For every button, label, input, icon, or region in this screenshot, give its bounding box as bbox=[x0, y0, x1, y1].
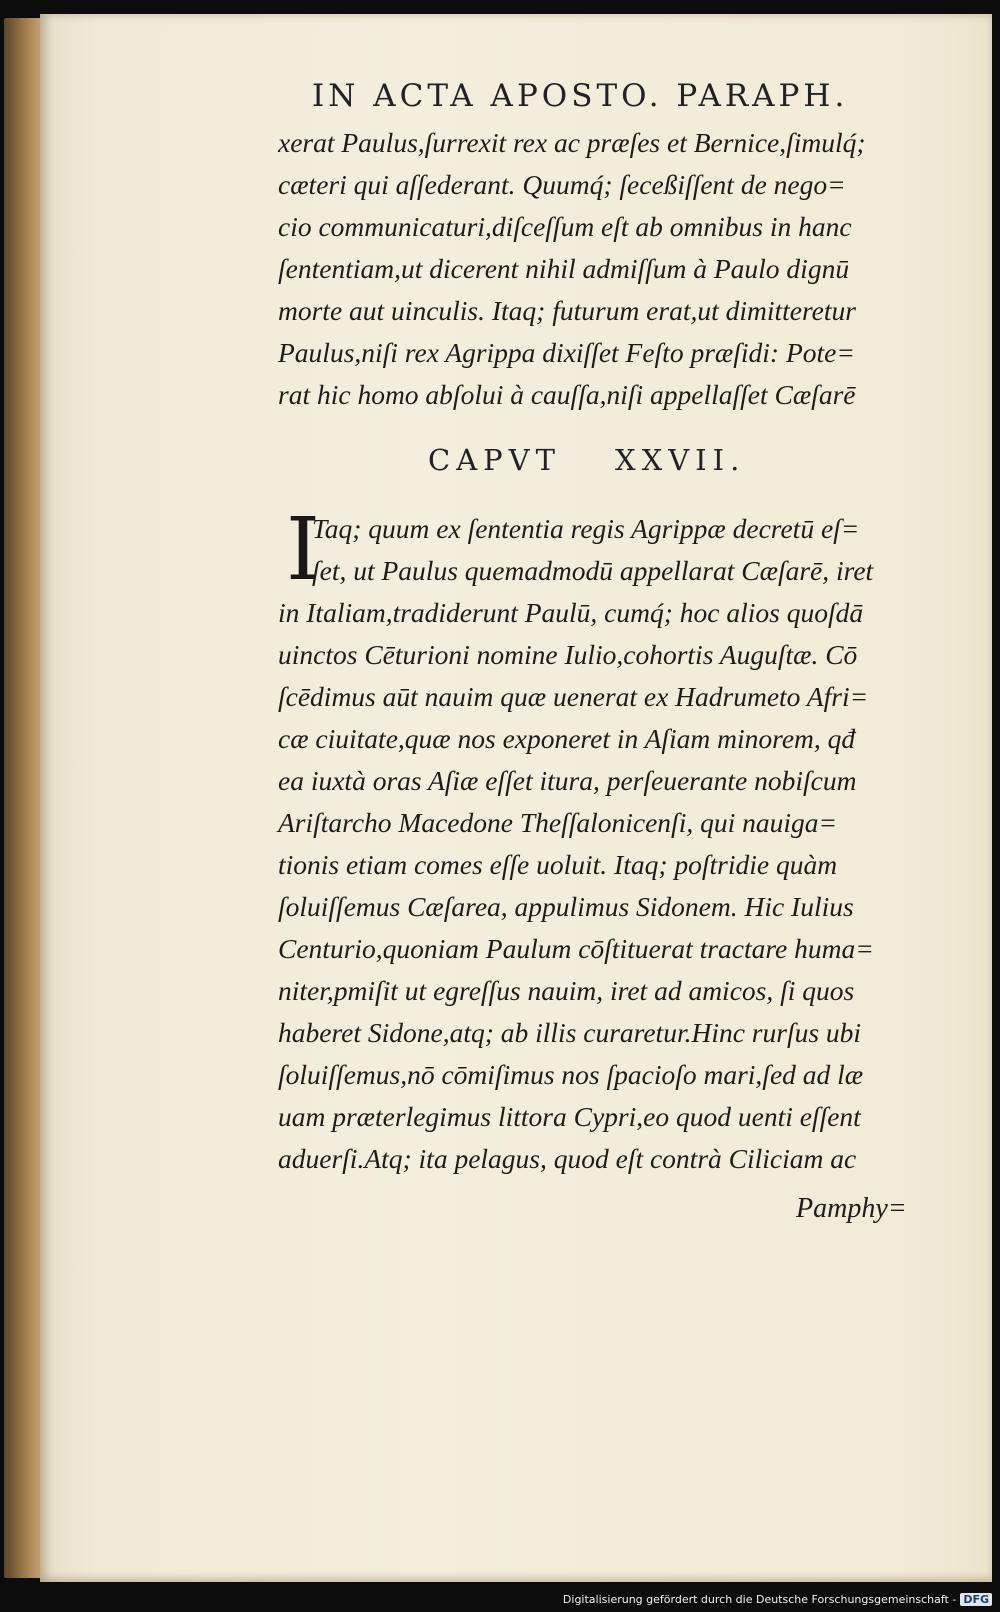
text-line: niter,pmiſit ut egreſſus nauim, iret ad amicos, ſi quos bbox=[278, 975, 855, 1006]
catchword: Pamphy= bbox=[796, 1193, 907, 1224]
text-line: ea iuxtà oras Aſiæ eſſet itura, perſeuerante nobiſcum bbox=[278, 765, 857, 796]
text-line: Centurio,quoniam Paulum cōſtituerat tractare huma= bbox=[278, 933, 874, 964]
text-line: ſoluiſſemus Cæſarea, appulimus Sidonem. Hic Iulius bbox=[278, 891, 854, 922]
text-line: ſcēdimus aūt nauim quæ uenerat ex Hadrumeto Afri= bbox=[278, 681, 869, 712]
dfg-logo: DFG bbox=[960, 1593, 992, 1606]
book-spine-edge bbox=[4, 18, 44, 1578]
text-line: cæ ciuitate,quæ nos exponeret in Aſiam minorem, qđ bbox=[278, 723, 856, 754]
text-line: Paulus,niſi rex Agrippa dixiſſet Feſto præſidi: Pote= bbox=[278, 337, 855, 368]
text-line: morte aut uinculis. Itaq; futurum erat,ut dimitteretur bbox=[278, 295, 856, 326]
text-line: ſoluiſſemus,nō cōmiſimus nos ſpacioſo mari,ſed ad læ bbox=[278, 1059, 864, 1090]
text-line: cio communicaturi,diſceſſum eſt ab omnibus in hanc bbox=[278, 211, 852, 242]
chapter-heading bbox=[428, 443, 828, 477]
text-line: haberet Sidone,atq; ab illis curaretur.Hinc rurſus ubi bbox=[278, 1017, 862, 1048]
chapter-word: CAPVT bbox=[428, 443, 561, 477]
digitization-credit bbox=[563, 1593, 992, 1606]
text-line: cæteri qui aſſederant. Quumq́; ſeceßiſſent de nego= bbox=[278, 169, 846, 200]
text-line: rat hic homo abſolui à cauſſa,niſi appellaſſet Cæſarē bbox=[278, 379, 856, 410]
text-line: xerat Paulus,ſurrexit rex ac præſes et Bernice,ſimulq́; bbox=[278, 127, 866, 158]
text-line: in Italiam,tradiderunt Paulū, cumq́; hoc alios quoſdā bbox=[278, 597, 864, 628]
chapter-number: XXVII. bbox=[614, 443, 746, 477]
text-line: uinctos Cēturioni nomine Iulio,cohortis Auguſtæ. Cō bbox=[278, 639, 858, 670]
drop-initial: I bbox=[286, 500, 320, 600]
text-line: ſet, ut Paulus quemadmodū appellarat Cæſarē, iret bbox=[312, 555, 874, 586]
text-line: tionis etiam comes eſſe uoluit. Itaq; poſtridie quàm bbox=[278, 849, 838, 880]
chapter-paragraph bbox=[278, 500, 938, 1180]
credit-text: Digitalisierung gefördert durch die Deutsche Forschungsgemeinschaft - bbox=[562, 1593, 957, 1606]
text-line: aduerſi.Atq; ita pelagus, quod eſt contrà Ciliciam ac bbox=[278, 1143, 857, 1174]
continued-paragraph bbox=[278, 122, 938, 416]
text-line: ſententiam,ut dicerent nihil admiſſum à Paulo dignū bbox=[278, 253, 850, 284]
running-header: IN ACTA APOSTO. PARAPH. bbox=[312, 78, 849, 114]
text-line: Taq; quum ex ſententia regis Agrippæ decretū eſ= bbox=[312, 513, 860, 544]
text-line: Ariſtarcho Macedone Theſſalonicenſi, qui nauiga= bbox=[278, 807, 838, 838]
text-line: uam præterlegimus littora Cypri,eo quod uenti eſſent bbox=[278, 1101, 861, 1132]
